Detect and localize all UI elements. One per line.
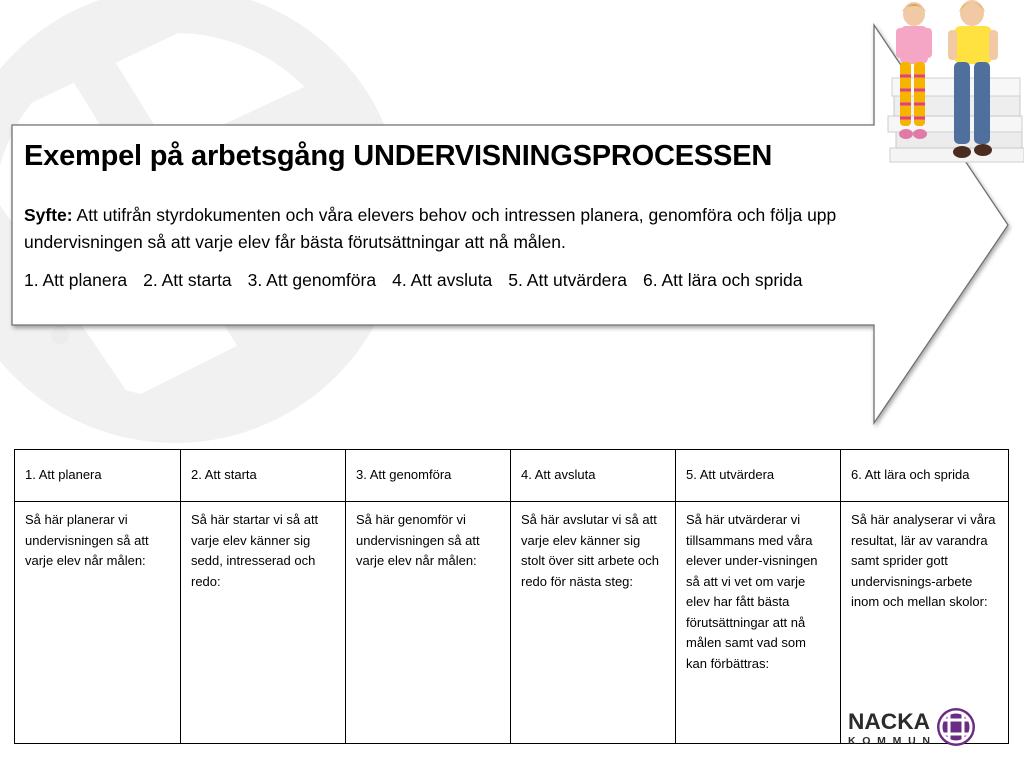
page-title: Exempel på arbetsgång UNDERVISNINGSPROCESSEN (24, 140, 773, 172)
table-header-cell: 2. Att starta (181, 450, 346, 502)
children-on-books-photo (886, 0, 1024, 168)
step-2: 2. Att starta (143, 270, 232, 290)
table-header-cell: 3. Att genomföra (346, 450, 511, 502)
table-cell: Så här genomför vi undervisningen så att varje elev når målen: (346, 502, 511, 744)
table-header-cell: 5. Att utvärdera (676, 450, 841, 502)
process-steps (24, 270, 803, 291)
nacka-emblem-icon (937, 708, 975, 746)
logo-text-nacka: NACKA (848, 709, 931, 734)
table-header-cell: 4. Att avsluta (511, 450, 676, 502)
table-header-cell: 1. Att planera (15, 450, 181, 502)
table-cell: Så här startar vi så att varje elev känner sig sedd, intresserad och redo: (181, 502, 346, 744)
table-cell: Så här utvärderar vi tillsammans med våra elever under-visningen så att vi vet om varje elev har fått bästa förutsättningar att nå målen samt vad som kan förbättras: (676, 502, 841, 744)
table-header-cell: 6. Att lära och sprida (841, 450, 1009, 502)
table-cell: Så här avslutar vi så att varje elev känner sig stolt över sitt arbete och redo för nästa steg: (511, 502, 676, 744)
purpose-label: Syfte: (24, 205, 73, 225)
step-4: 4. Att avsluta (392, 270, 493, 290)
step-1: 1. Att planera (24, 270, 128, 290)
step-6: 6. Att lära och sprida (642, 270, 803, 290)
table-cell: Så här analyserar vi våra resultat, lär av varandra samt sprider gott undervisnings-arbete inom och mellan skolor: (841, 502, 1009, 744)
nacka-kommun-logo (848, 705, 978, 750)
step-5: 5. Att utvärdera (508, 270, 627, 290)
process-table (14, 449, 1009, 744)
logo-text-kommun: KOMMUN (848, 735, 930, 747)
step-3: 3. Att genomföra (247, 270, 377, 290)
purpose-text: Att utifrån styrdokumenten och våra elevers behov och intressen planera, genomföra och följa upp undervisningen så att varje elev får bästa förutsättningar att nå målen. (24, 205, 837, 252)
table-header-row (15, 450, 1009, 502)
table-cell: Så här planerar vi undervisningen så att varje elev når målen: (15, 502, 181, 744)
purpose-paragraph (24, 202, 904, 256)
